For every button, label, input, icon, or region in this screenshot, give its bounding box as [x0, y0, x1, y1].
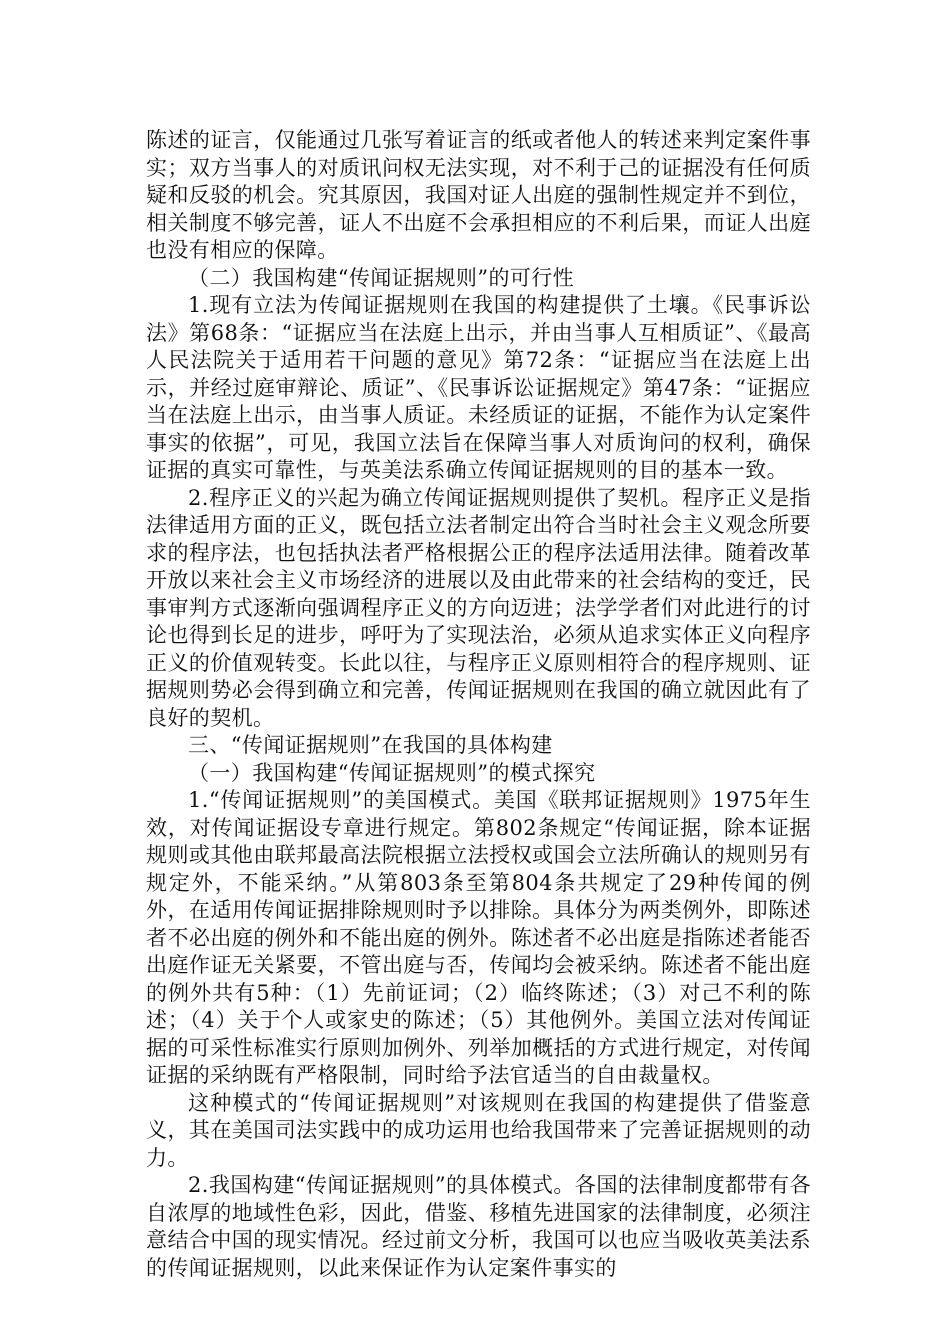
section-heading-feasibility: （二）我国构建“传闻证据规则”的可行性: [188, 265, 575, 290]
section-heading-model: （一）我国构建“传闻证据规则”的模式探究: [188, 760, 596, 785]
paragraph-reference-value: 这种模式的“传闻证据规则”对该规则在我国的构建提供了借鉴意义，其在美国司法实践中的成功运用也给我国带来了完善证据规则的动力。: [146, 1090, 811, 1170]
paragraph-legislation: 1.现有立法为传闻证据规则在我国的构建提供了土壤。《民事诉讼法》第68条：“证据应当在法庭上出示，并由当事人互相质证”、《最高人民法院关于适用若干问题的意见》第72条：“证据应当在法庭上出示，并经过庭审辩论、质证”、《民事诉讼证据规定》第47条：“证据应当在法庭上出示，由当事人质证。未经质证的证据，不能作为认定案件事实的依据”，可见，我国立法旨在保障当事人对质询问的权利，确保证据的真实可靠性，与英美法系确立传闻证据规则的目的基本一致。: [146, 293, 811, 482]
paragraph-procedural-justice: 2.程序正义的兴起为确立传闻证据规则提供了契机。程序正义是指法律适用方面的正义，既包括立法者制定出符合当时社会主义观念所要求的程序法，也包括执法者严格根据公正的程序法适用法律。随着改革开放以来社会主义市场经济的进展以及由此带来的社会结构的变迁，民事审判方式逐渐向强调程序正义的方向迈进；法学学者们对此进行的讨论也得到长足的进步，呼吁为了实现法治，必须从追求实体正义向程序正义的价值观转变。长此以往，与程序正义原则相符合的程序规则、证据规则势必会得到确立和完善，传闻证据规则在我国的确立就因此有了良好的契机。: [146, 485, 811, 730]
paragraph-us-model: 1.“传闻证据规则”的美国模式。美国《联邦证据规则》1975年生效，对传闻证据设专章进行规定。第802条规定“传闻证据，除本证据规则或其他由联邦最高法院根据立法授权或国会立法所确认的规则另有规定外，不能采纳。”从第803条至第804条共规定了29种传闻的例外，在适用传闻证据排除规则时予以排除。具体分为两类例外，即陈述者不必出庭的例外和不能出庭的例外。陈述者不必出庭是指陈述者能否出庭作证无关紧要，不管出庭与否，传闻均会被采纳。陈述者不能出庭的例外共有5种：（1）先前证词；（2）临终陈述；（3）对己不利的陈述；（4）关于个人或家史的陈述；（5）其他例外。美国立法对传闻证据的可采性标准实行原则加例外、列举加概括的方式进行规定，对传闻证据的采纳既有严格限制，同时给予法官适当的自由裁量权。: [146, 788, 811, 1087]
paragraph-continuation: 陈述的证言，仅能通过几张写着证言的纸或者他人的转述来判定案件事实；双方当事人的对质讯问权无法实现，对不利于己的证据没有任何质疑和反驳的机会。究其原因，我国对证人出庭的强制性规定并不到位，相关制度不够完善，证人不出庭不会承担相应的不利后果，而证人出庭也没有相应的保障。: [146, 128, 811, 262]
paragraph-china-model: 2.我国构建“传闻证据规则”的具体模式。各国的法律制度都带有各自浓厚的地域性色彩，因此，借鉴、移植先进国家的法律制度，必须注意结合中国的现实情况。经过前文分析，我国可以也应当吸收英美法系的传闻证据规则，以此来保证作为认定案件事实的: [146, 1173, 811, 1280]
document-page: [146, 127, 811, 1282]
chapter-heading-construction: 三、“传闻证据规则”在我国的具体构建: [188, 733, 553, 757]
